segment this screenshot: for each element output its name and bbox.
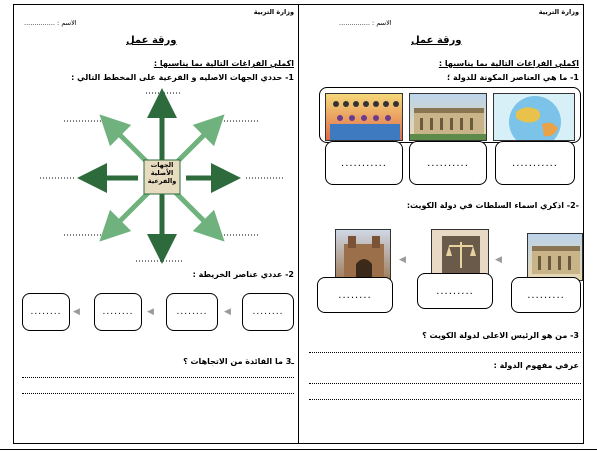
arrow-southeast — [174, 191, 214, 231]
ministry-label: وزارة التربية — [253, 8, 294, 16]
question-2: 2- عددي عناصر الخريطة : — [192, 270, 294, 279]
worksheet-title: ورقة عمل — [411, 35, 462, 46]
parliament-building-image — [409, 93, 487, 141]
court-gate-image — [335, 229, 391, 281]
answer-line[interactable] — [22, 393, 294, 394]
question-1: 1- حددي الجهات الاصليه و الفرعية على المخطط التالي : — [71, 73, 294, 82]
authority-box[interactable]: ........ — [317, 277, 393, 313]
worksheet-right — [298, 4, 584, 444]
state-element-box[interactable]: .......... — [409, 141, 487, 185]
map-element-box[interactable]: ........ — [94, 293, 142, 331]
people-image — [325, 93, 403, 141]
state-element-box[interactable]: ........... — [325, 141, 403, 185]
state-element-box[interactable]: ........... — [495, 141, 575, 185]
authority-box[interactable]: ......... — [417, 273, 493, 309]
question-3: 3- من هو الرئيس الاعلى لدولة الكويت ؟ — [422, 331, 579, 340]
question-2: -2- اذكري اسماء السلطات في دولة الكويت: — [406, 201, 579, 210]
arrow-left-icon: ◀ — [495, 255, 502, 265]
name-field[interactable]: الاسم : ............... — [339, 19, 392, 27]
government-building-image — [527, 233, 583, 281]
answer-line[interactable] — [309, 399, 581, 400]
map-element-box[interactable]: ........ — [166, 293, 218, 331]
worksheet-title: ورقة عمل — [126, 35, 177, 46]
answer-line[interactable] — [309, 383, 581, 384]
authority-box[interactable]: ......... — [511, 277, 581, 313]
map-element-box[interactable]: ........ — [242, 293, 294, 331]
name-field[interactable]: الاسم : ............... — [24, 19, 77, 27]
ministry-label: وزارة التربية — [538, 8, 579, 16]
arrow-left-icon: ◀ — [147, 307, 154, 317]
instructions: اكملي الفراغات التالية بما يناسبها : — [438, 59, 579, 68]
answer-line[interactable] — [309, 352, 581, 353]
map-element-box[interactable]: ........ — [22, 293, 70, 331]
arrow-southwest — [110, 191, 150, 231]
compass-center-label: الجهات الأصلية والفرعية — [147, 161, 177, 185]
question-1: 1- ما هي العناصر المكونة للدولة ؛ — [447, 73, 579, 82]
arrow-northwest — [110, 125, 150, 165]
instructions: اكملي الفراغات التالية بما يناسبها : — [153, 59, 294, 68]
page-bottom-border — [0, 449, 597, 450]
worksheet-left — [13, 4, 299, 444]
question-3: ـ3 ما الفائدة من الاتجاهات ؟ — [183, 357, 294, 366]
question-4: عرفي مفهوم الدولة : — [493, 361, 579, 370]
arrow-left-icon: ◀ — [73, 307, 80, 317]
answer-line[interactable] — [22, 377, 294, 378]
arrow-left-icon: ◀ — [399, 255, 406, 265]
arrow-northeast — [174, 125, 214, 165]
arrow-left-icon: ◀ — [224, 307, 231, 317]
compass-diagram — [14, 85, 300, 285]
globe-map-image — [493, 93, 575, 141]
